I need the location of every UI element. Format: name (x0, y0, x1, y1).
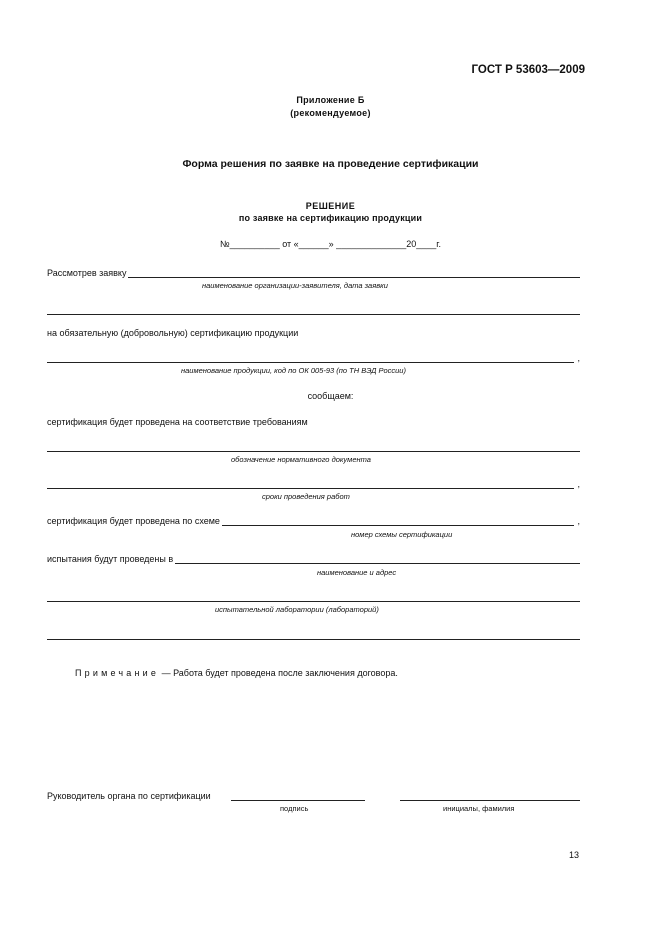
inform-text: сообщаем: (307, 391, 354, 401)
normdoc-row (47, 442, 580, 452)
considered-row (47, 268, 580, 278)
note-text: — Работа будет проведена после заключения договора. (159, 668, 398, 678)
decision-number-line: №__________ от «______» ______________20____г. (220, 239, 441, 249)
lab-hint: испытательной лаборатории (лабораторий) (215, 605, 379, 614)
page-number: 13 (568, 850, 579, 860)
extra-blank-line[interactable] (47, 630, 580, 640)
product-row (47, 353, 580, 363)
applicant-continuation-line[interactable] (47, 305, 580, 315)
scheme-hint: номер схемы сертификации (351, 530, 453, 539)
tests-row (47, 554, 580, 564)
signature-label: Руководитель органа по сертификации (47, 791, 211, 801)
terms-blank-line[interactable] (47, 479, 574, 489)
product-comma: , (577, 353, 580, 363)
tests-blank-line[interactable] (175, 554, 580, 564)
normdoc-hint: обозначение нормативного документа (231, 455, 371, 464)
normdoc-blank-line[interactable] (47, 442, 580, 452)
product-blank-line[interactable] (47, 353, 574, 363)
signature-name-hint: инициалы, фамилия (443, 804, 515, 813)
applicant-continuation-row (47, 305, 580, 315)
considered-blank-line[interactable] (128, 268, 580, 278)
product-hint: наименование продукции, код по ОК 005-93 (по ТН ВЭД России) (181, 366, 406, 375)
signature-sign-hint: подпись (280, 804, 309, 813)
scheme-comma: , (577, 516, 580, 526)
tests-hint: наименование и адрес (317, 568, 397, 577)
scheme-label: сертификация будет проведена по схеме (47, 516, 220, 526)
form-title: Форма решения по заявке на проведение сертификации (182, 158, 479, 170)
lab-row (47, 592, 580, 602)
note (75, 668, 398, 678)
appendix-title: Приложение Б (296, 95, 365, 105)
mandatory-certification-text: на обязательную (добровольную) сертификацию продукции (47, 328, 299, 338)
lab-blank-line[interactable] (47, 592, 580, 602)
terms-comma: , (577, 479, 580, 489)
appendix-subtitle: (рекомендуемое) (290, 108, 371, 118)
scheme-row (47, 516, 580, 526)
terms-hint: сроки проведения работ (262, 492, 350, 501)
document-code: ГОСТ Р 53603—2009 (471, 64, 585, 76)
tests-label: испытания будут проведены в (47, 554, 174, 564)
note-label: Примечание (75, 668, 160, 678)
extra-row (47, 630, 580, 640)
decision-subtitle: по заявке на сертификацию продукции (238, 213, 423, 223)
considered-hint: наименование организации-заявителя, дата заявки (202, 281, 388, 290)
decision-title: РЕШЕНИЕ (305, 201, 356, 211)
terms-row (47, 479, 580, 489)
signature-sign-line[interactable] (231, 791, 365, 801)
signature-name-line[interactable] (400, 791, 580, 801)
scheme-blank-line[interactable] (222, 516, 575, 526)
considered-label: Рассмотрев заявку (47, 268, 127, 278)
requirements-text: сертификация будет проведена на соответствие требованиям (47, 417, 308, 427)
